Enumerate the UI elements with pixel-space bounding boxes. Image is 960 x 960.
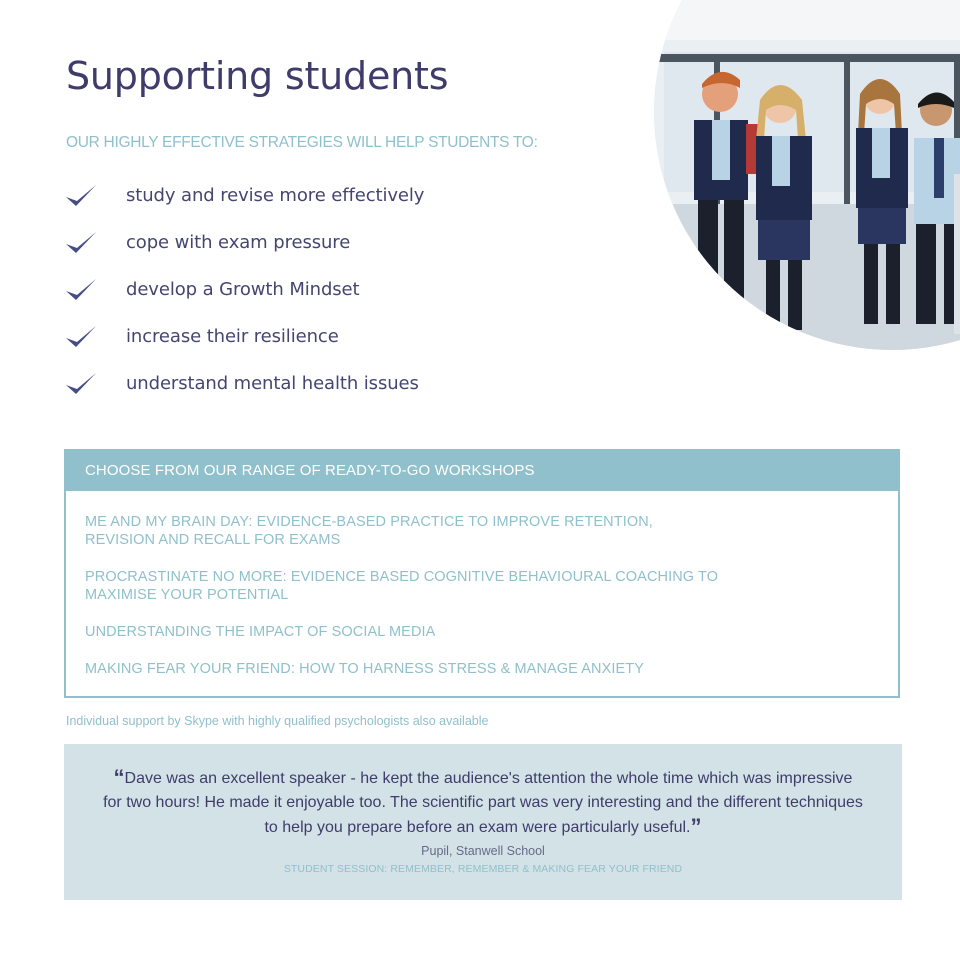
list-item xyxy=(64,313,424,360)
checklist-item-text: develop a Growth Mindset xyxy=(126,279,360,300)
page-title: Supporting students xyxy=(66,54,449,98)
list-item: UNDERSTANDING THE IMPACT OF SOCIAL MEDIA xyxy=(85,624,436,640)
checkmark-icon xyxy=(64,322,98,352)
checklist-item-text: understand mental health issues xyxy=(126,373,419,394)
list-item: PROCRASTINATE NO MORE: EVIDENCE BASED COGNITIVE BEHAVIOURAL COACHING TO MAXIMISE YOUR POTENTIAL xyxy=(85,569,719,603)
list-item: ME AND MY BRAIN DAY: EVIDENCE-BASED PRACTICE TO IMPROVE RETENTION, REVISION AND RECALL FOR EXAMS xyxy=(85,514,653,548)
list-item xyxy=(64,172,424,219)
skype-support-note: Individual support by Skype with highly qualified psychologists also available xyxy=(66,714,489,728)
section-subtitle: OUR HIGHLY EFFECTIVE STRATEGIES WILL HELP STUDENTS TO: xyxy=(66,134,538,151)
testimonial-attribution: Pupil, Stanwell School xyxy=(421,844,545,858)
strategy-checklist xyxy=(64,172,424,407)
list-item xyxy=(64,219,424,266)
testimonial-box xyxy=(64,744,902,900)
checkmark-icon xyxy=(64,228,98,258)
open-quote-icon: “ xyxy=(113,765,125,790)
testimonial-quote xyxy=(103,766,863,840)
checkmark-icon xyxy=(64,275,98,305)
close-quote-icon: ” xyxy=(690,814,702,839)
workshops-header: CHOOSE FROM OUR RANGE OF READY-TO-GO WORKSHOPS xyxy=(66,451,898,491)
checklist-item-text: study and revise more effectively xyxy=(126,185,425,206)
list-item xyxy=(64,266,424,313)
checklist-item-text: cope with exam pressure xyxy=(126,232,351,253)
testimonial-quote-text: Dave was an excellent speaker - he kept the audience's attention the whole time which was impressive for two hours! He made it enjoyable too. The scientific part was very interesting and the different techniques to help you prepare before an exam were particularly useful. xyxy=(103,770,863,836)
students-photo xyxy=(654,0,960,350)
list-item: MAKING FEAR YOUR FRIEND: HOW TO HARNESS STRESS & MANAGE ANXIETY xyxy=(85,661,645,677)
checkmark-icon xyxy=(64,181,98,211)
list-item xyxy=(64,360,424,407)
checkmark-icon xyxy=(64,369,98,399)
workshop-list xyxy=(66,491,898,678)
checklist-item-text: increase their resilience xyxy=(126,326,339,347)
workshops-box xyxy=(64,449,900,698)
testimonial-session: STUDENT SESSION: REMEMBER, REMEMBER & MAKING FEAR YOUR FRIEND xyxy=(283,863,683,875)
